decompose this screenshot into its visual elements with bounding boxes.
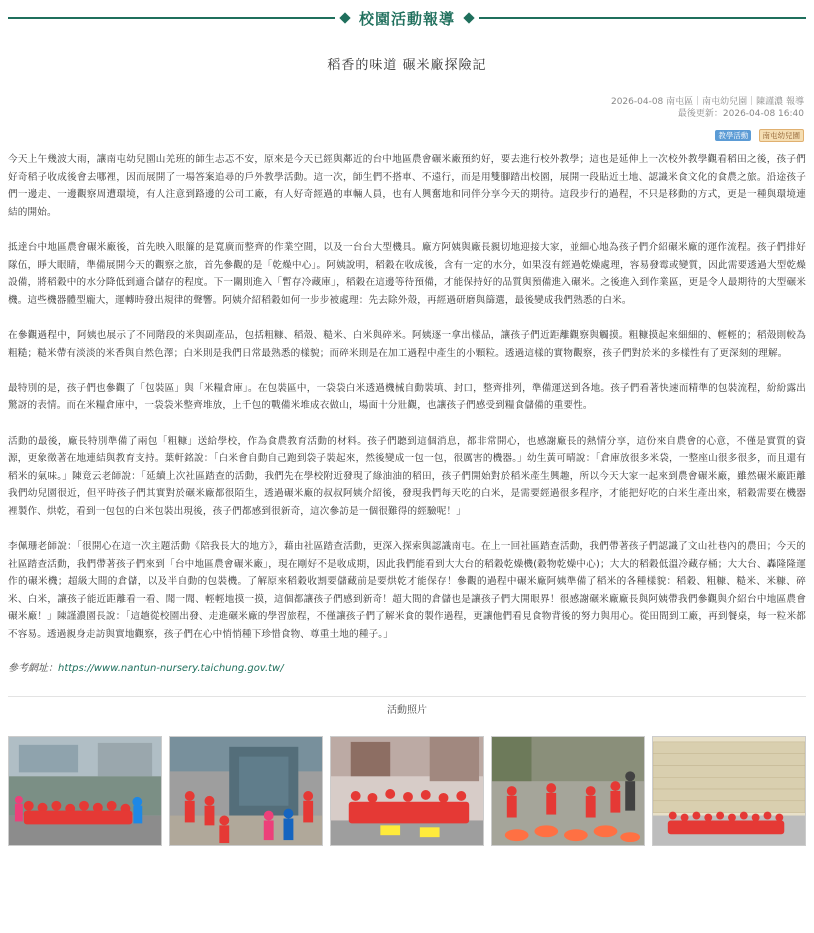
photo-image xyxy=(9,737,161,845)
header-line-left xyxy=(8,17,335,19)
photo-image xyxy=(653,737,805,845)
photo-image xyxy=(331,737,483,845)
section-title: 校園活動報導 xyxy=(359,9,456,28)
photo-gallery xyxy=(8,736,806,846)
article-paragraph: 今天上午幾波大雨，讓南屯幼兒園山羌班的師生忐忑不安，原來是今天已經與鄰近的台中地區農會碾米廠預約好，要去進行校外教學；這也是延伸上一次校外教學觀看稻田之後，孩子們好奇稻子收成後會去哪裡，因而展開了一場答案追尋的戶外教學活動。這一次，師生們不搭車、不遠行，而是用雙腳踏出校園，展開一段貼近土地、認識米食文化的食農之旅。沿途孩子們一邊走、一邊觀察周遭環境，有人注意到路邊的公司工廠，有人好奇經過的車輛人員，也有人興奮地和同伴分享今天的期待。這段步行的過程，不只是移動的方式，更是一種與環境連結的開始。 xyxy=(8,154,806,218)
diamond-icon xyxy=(339,12,350,23)
photo-children-with-bowls[interactable] xyxy=(491,736,645,846)
tag-badge[interactable]: 教學活動 xyxy=(715,130,751,141)
tag-list xyxy=(8,123,806,140)
tag-badge[interactable]: 南屯幼兒園 xyxy=(759,129,805,142)
header-line-right xyxy=(479,17,806,19)
article-paragraph: 抵達台中地區農會碾米廠後，首先映入眼簾的是寬廣而整齊的作業空間，以及一台台大型機具。廠方阿姨與廠長親切地迎接大家，並細心地為孩子們介紹碾米廠的運作流程。孩子們排好隊伍，睜大眼睛，準備展開今天的觀察之旅，首先參觀的是「乾燥中心」。阿姨說明，稻穀在收成後，含有一定的水分，如果沒有經過乾燥處理，容易發霉或變質，因此需要透過大型乾燥設備，將稻穀中的水分降低到適合儲存的程度。下一關則進入「暫存冷藏庫」，稻穀在這邊等待預備，才能保持好的品質與預備進入碾米。之後進入到作業區，更是令人最期待的大型碾米機。這些機器體型龐大，運轉時發出規律的聲響。阿姨介紹稻穀如何一步步被處理：先去除外殼，再經過研磨與篩選，最後變成我們熟悉的白米。 xyxy=(8,241,806,306)
article-byline: 2026-04-08 南屯區｜南屯幼兒園｜陳謹濃 報導 xyxy=(610,97,804,107)
article-paragraph: 最特別的是，孩子們也參觀了「包裝區」與「米糧倉庫」。在包裝區中，一袋袋白米透過機械自動裝填、封口，整齊排列，準備運送到各地。孩子們看著快速而精準的包裝流程，紛紛露出驚訝的表情。而在米糧倉庫中，一袋袋米整齊堆放，上千包的戰備米堆成衣做山，場面十分壯觀，也讓孩子們感受到糧食儲備的重要性。 xyxy=(8,382,806,412)
section-header xyxy=(8,0,806,34)
photo-image xyxy=(492,737,644,845)
article-paragraph: 活動的最後，廠長特別準備了兩包「粗糠」送給學校，作為食農教育活動的材料。孩子們聽到這個消息，都非常開心，也感謝廠長的熱情分享，這份來自農會的心意，不僅是實質的資源，更象徵著在地連結與教育支持。葉軒銘說：「白米會自動自己跑到袋子裝起來，然後變成一包一包，很厲害的機器。」幼生黃可晴說：「倉庫放很多米袋，一整座山很多很多，而且還有稻米的氣味。」陳竟云老師說：「延續上次社區踏查的活動，我們先在學校附近發現了綠油油的稻田，孩子們開始對於稻米產生興趣，所以今天大家一起來到農會碾米廠，雖然碾米廠距離我們幼兒園很近，但平時孩子們其實對於碾米廠都很陌生，透過碾米廠的叔叔阿姨介紹後，發現我們每天吃的白米，是需要經過很多程序，才能把好吃的白米生產出來，稻穀需要在機器裡製作、烘乾，看到一包包的白米包裝出現後，孩子們都感到很新奇，這次參訪是一個很難得的經驗呢！」 xyxy=(8,435,806,517)
photo-children-at-machine[interactable] xyxy=(169,736,323,846)
photo-children-in-hall[interactable] xyxy=(330,736,484,846)
article-meta xyxy=(8,96,806,120)
diamond-icon xyxy=(463,12,474,23)
photo-image xyxy=(170,737,322,845)
article-paragraph: 在參觀過程中，阿姨也展示了不同階段的米與副產品，包括粗糠、稻殼、糙米、白米與碎米。阿姨逐一拿出樣品，讓孩子們近距離觀察與觸摸。粗糠摸起來細細的、輕輕的；稻殼則較為粗糙；糙米帶有淡淡的米香與自然色澤；白米則是我們日常最熟悉的樣貌；而碎米則是在加工過程中產生的小顆粒。透過這樣的實物觀察，孩子們對於米的多樣性有了更深刻的理解。 xyxy=(8,329,806,359)
article-paragraph: 李佩珊老師說：「很開心在這一次主題活動《陪我長大的地方》，藉由社區踏查活動，更深入探索與認識南屯。在上一回社區踏查活動，我們帶著孩子們認識了文山社巷內的農田；今天的社區踏查活動，我們帶著孩子們來到「台中地區農會碾米廠」，現在剛好不是收成期，因此我們能看到大大台的稻穀乾燥機(穀物乾燥中心)；大大的稻穀低溫冷藏存桶；大大台、轟隆隆運作的碾米機；超級大間的倉儲，以及半自動的包裝機。了解原來稻穀收割要儲藏前是要烘乾才能保存！參觀的過程中碾米廠阿姨準備了稻米的各種樣貌：稻穀、粗糠、糙米、米糠、碎米、白米，讓孩子能近距離看一看、聞一聞、輕輕地摸一摸，這個都讓孩子們感到新奇！超大間的倉儲也是讓孩子們大開眼界！很感謝碾米廠廠長與阿姨帶我們參觀與介紹台中地區農會碾米廠！」陳謹濃園長說：「這趟從校園出發、走進碾米廠的學習旅程，不僅讓孩子們了解米食的製作過程，更讓他們看見食物背後的努力與用心。從田間到工廠，再到餐桌，每一粒米都不容易。透過親身走訪與實地觀察，孩子們在心中悄悄種下珍惜食物、尊重土地的種子。」 xyxy=(8,541,806,641)
article-title: 稻香的味道 碾米廠探險記 xyxy=(327,58,487,73)
photo-rice-warehouse[interactable] xyxy=(652,736,806,846)
article-body xyxy=(8,151,806,644)
reference-label: 參考網址： xyxy=(8,663,58,675)
reference-link[interactable]: https://www.nantun-nursery.taichung.gov.tw/ xyxy=(58,663,284,675)
gallery-title: 活動照片 xyxy=(8,696,806,720)
reference xyxy=(8,659,806,674)
article-updated: 最後更新：2026-04-08 16:40 xyxy=(677,109,804,119)
photo-group-outside-building[interactable] xyxy=(8,736,162,846)
